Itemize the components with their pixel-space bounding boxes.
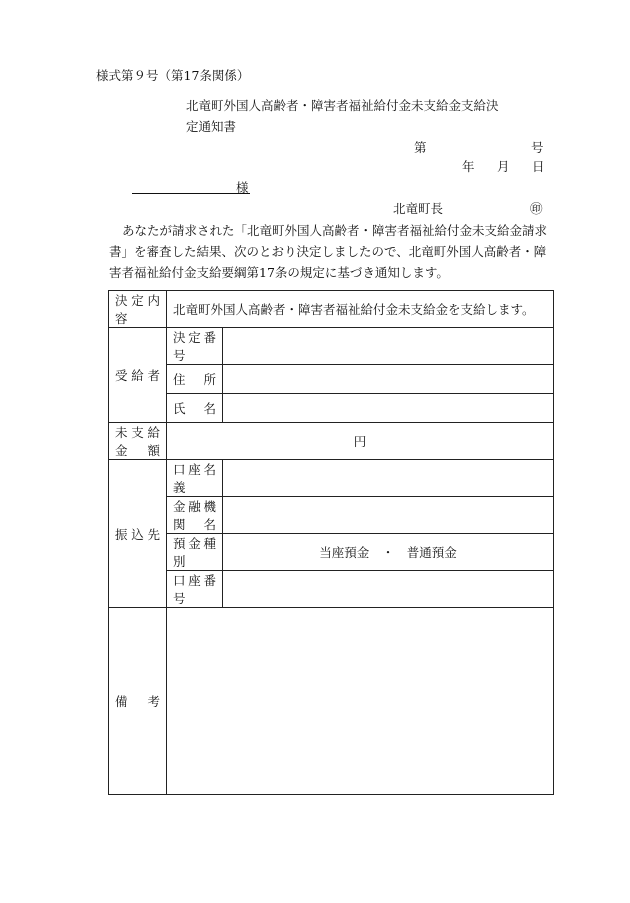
seal-mark: ㊞ (530, 201, 543, 216)
table-row (109, 497, 554, 534)
bank-field[interactable] (223, 497, 554, 534)
date-day: 日 (532, 159, 545, 174)
decision-number-field[interactable] (223, 328, 554, 365)
table-row (109, 394, 554, 423)
document-title-line1: 北竜町外国人高齢者・障害者福祉給付金未支給金支給決 (186, 98, 499, 113)
addressee-suffix: 様 (236, 180, 249, 195)
table-row (109, 291, 554, 328)
account-number-label: 口座番号 (167, 571, 223, 608)
account-holder-label: 口座名義 (167, 460, 223, 497)
name-label: 氏名 (167, 394, 223, 423)
remarks-label: 備考 (109, 608, 167, 795)
bank-label: 金融機関名 (167, 497, 223, 534)
address-label: 住所 (167, 365, 223, 394)
decision-number-label: 決定番号 (167, 328, 223, 365)
transfer-label: 振込先 (109, 460, 167, 608)
table-row (109, 460, 554, 497)
form-number: 様式第９号（第17条関係） (96, 68, 250, 83)
document-number-suffix: 号 (531, 140, 544, 155)
address-field[interactable] (223, 365, 554, 394)
table-row (109, 423, 554, 460)
table-row (109, 328, 554, 365)
table-row (109, 365, 554, 394)
table-row (109, 534, 554, 571)
decision-label: 決定内容 (109, 291, 167, 328)
table-row (109, 571, 554, 608)
document-title-line2: 定通知書 (186, 119, 237, 134)
name-field[interactable] (223, 394, 554, 423)
document-number-prefix: 第 (414, 140, 427, 155)
date-month: 月 (497, 159, 510, 174)
deposit-type-options[interactable]: 当座預金 ・ 普通預金 (223, 534, 554, 571)
decision-table (108, 290, 554, 795)
remarks-field[interactable] (167, 608, 554, 795)
account-number-field[interactable] (223, 571, 554, 608)
issuer-name: 北竜町長 (393, 201, 444, 216)
table-row (109, 608, 554, 795)
deposit-type-label: 預金種別 (167, 534, 223, 571)
notice-body-text: あなたが請求された「北竜町外国人高齢者・障害者福祉給付金未支給金請求書」を審査した結果、次のとおり決定しましたので、北竜町外国人高齢者・障害者福祉給付金支給要綱第17条の規定に基づき通知します。 (109, 223, 548, 280)
decision-value: 北竜町外国人高齢者・障害者福祉給付金未支給金を支給します。 (167, 291, 554, 328)
date-year: 年 (462, 159, 475, 174)
amount-field[interactable] (167, 423, 554, 460)
addressee-blank-line (132, 193, 250, 194)
amount-label: 未支給金額 (109, 423, 167, 460)
account-holder-field[interactable] (223, 460, 554, 497)
amount-unit: 円 (353, 434, 367, 449)
recipient-label: 受給者 (109, 328, 167, 423)
